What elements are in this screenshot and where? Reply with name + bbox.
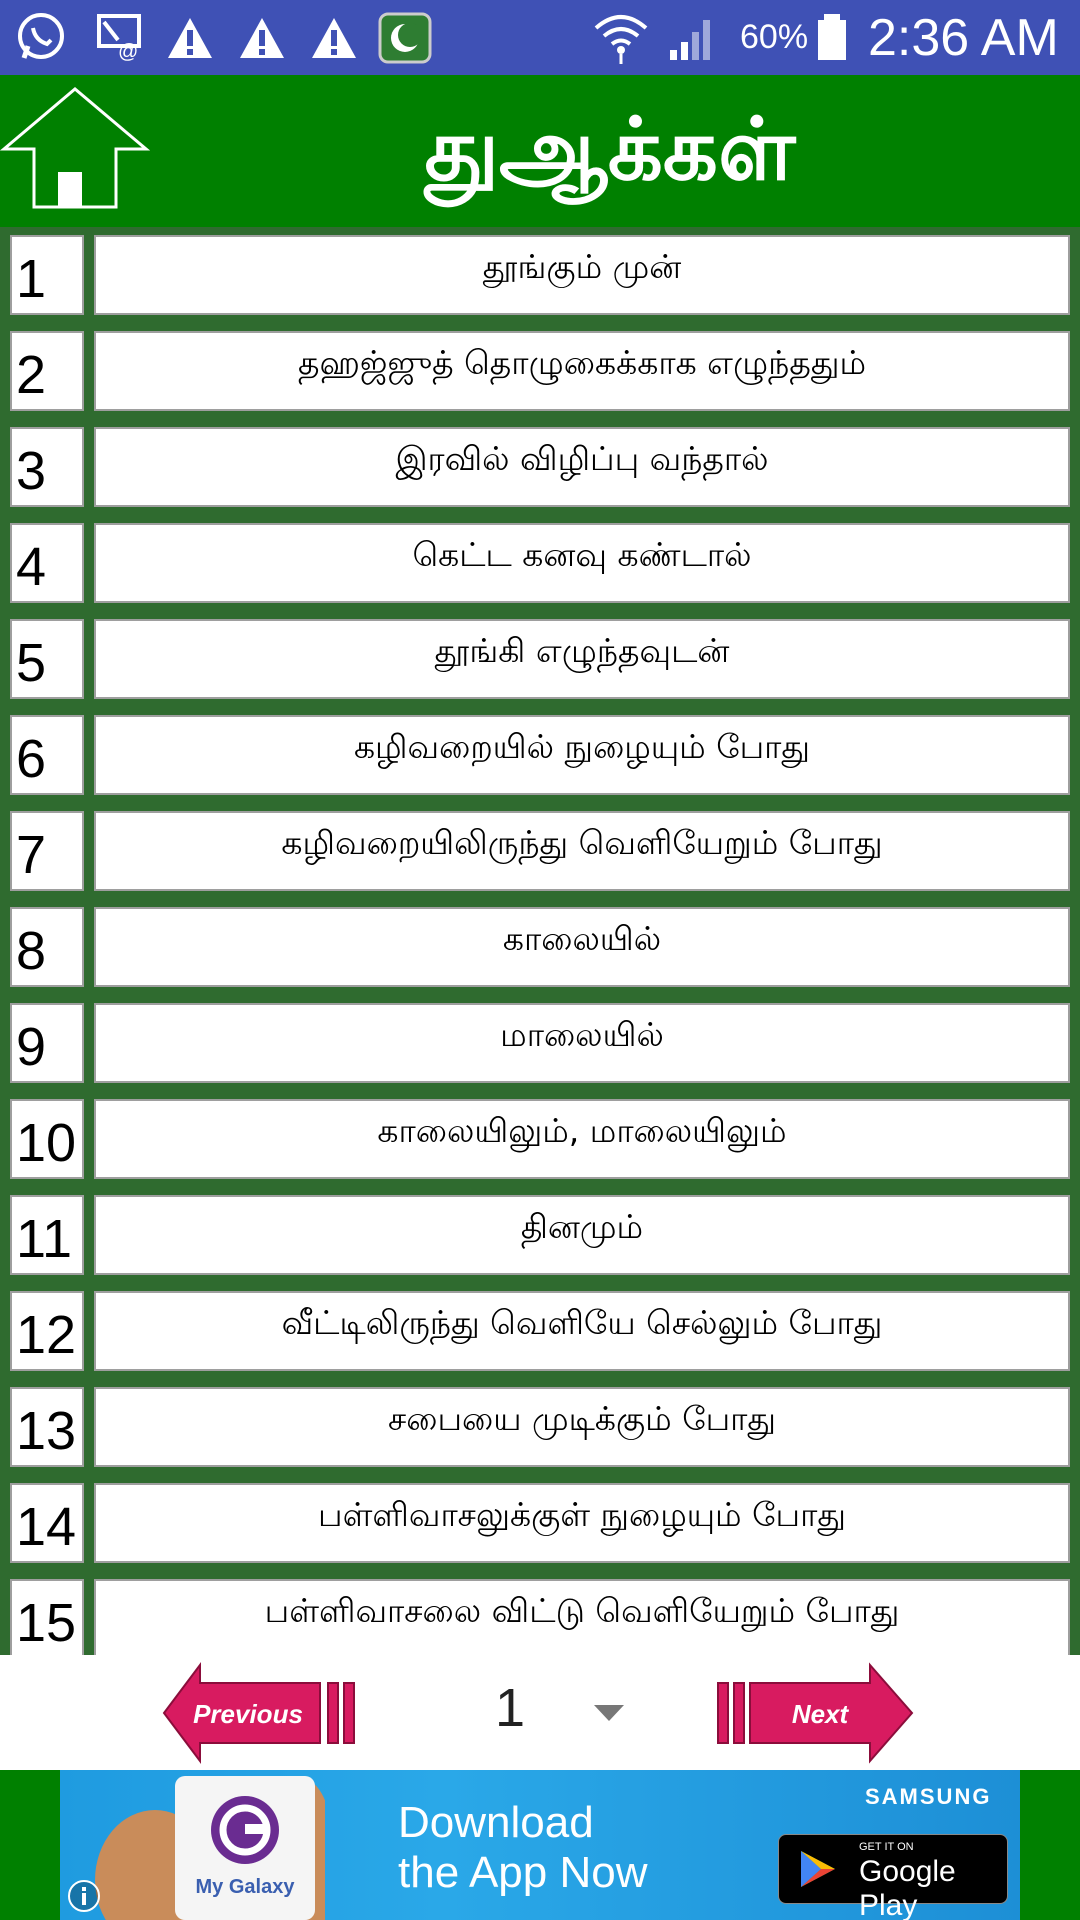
list-item[interactable]	[0, 227, 1080, 323]
ad-headline	[398, 1798, 648, 1898]
list-item-number: 13	[10, 1387, 84, 1467]
app-card-label: My Galaxy	[195, 1876, 295, 1898]
list-item-number: 1	[10, 235, 84, 315]
whatsapp-icon	[14, 10, 68, 64]
previous-label: Previous	[193, 1699, 303, 1729]
list-item-label[interactable]: பள்ளிவாசலை விட்டு வெளியேறும் போது	[94, 1579, 1070, 1655]
next-label: Next	[791, 1699, 849, 1729]
list-item[interactable]	[0, 611, 1080, 707]
warning-icon	[238, 10, 286, 64]
warning-icon	[310, 10, 358, 64]
list-item-label[interactable]: கழிவறையிலிருந்து வெளியேறும் போது	[94, 811, 1070, 891]
list-item[interactable]	[0, 899, 1080, 995]
previous-button[interactable]	[160, 1661, 365, 1765]
info-icon[interactable]	[66, 1878, 102, 1914]
page-title: துஆக்கள்	[424, 100, 796, 200]
status-bar	[0, 0, 1080, 75]
list-item-label[interactable]: மாலையில்	[94, 1003, 1070, 1083]
ad-headline-line2: the App Now	[398, 1848, 648, 1897]
list-item-number: 14	[10, 1483, 84, 1563]
list-item-number: 4	[10, 523, 84, 603]
list-item-label[interactable]: தினமும்	[94, 1195, 1070, 1275]
list-item-number: 5	[10, 619, 84, 699]
list-item-number: 12	[10, 1291, 84, 1371]
list-item-label[interactable]: கழிவறையில் நுழையும் போது	[94, 715, 1070, 795]
list-item-label[interactable]: தூங்கும் முன்	[94, 235, 1070, 315]
ad-brand: SAMSUNG	[865, 1784, 992, 1809]
battery-icon	[814, 10, 850, 64]
list-item-label[interactable]: இரவில் விழிப்பு வந்தால்	[94, 427, 1070, 507]
list-item-label[interactable]: தஹஜ்ஜுத் தொழுகைக்காக எழுந்ததும்	[94, 331, 1070, 411]
list-item[interactable]	[0, 1283, 1080, 1379]
list-item-label[interactable]: காலையில்	[94, 907, 1070, 987]
next-button[interactable]	[710, 1661, 915, 1765]
app-header	[0, 75, 1080, 227]
list-item-number: 3	[10, 427, 84, 507]
wifi-icon	[592, 10, 650, 64]
list-item-number: 10	[10, 1099, 84, 1179]
list-item-number: 8	[10, 907, 84, 987]
battery-percent: 60%	[740, 18, 809, 56]
islamic-app-icon	[378, 10, 432, 64]
ad-container	[0, 1770, 1080, 1920]
list-item[interactable]	[0, 803, 1080, 899]
pager	[0, 1655, 1080, 1770]
list-item[interactable]	[0, 995, 1080, 1091]
list-item-number: 15	[10, 1579, 84, 1655]
voicemail-icon	[96, 10, 146, 64]
page-number[interactable]: 1	[495, 1678, 526, 1738]
list-item-number: 6	[10, 715, 84, 795]
list-item-number: 7	[10, 811, 84, 891]
ad-banner[interactable]	[60, 1770, 1020, 1920]
ad-headline-line1: Download	[398, 1798, 594, 1847]
clock: 2:36 AM	[868, 9, 1059, 67]
my-galaxy-logo-icon	[207, 1792, 283, 1868]
badge-big-text: Google Play	[859, 1855, 956, 1920]
badge-small-text: GET IT ON	[859, 1841, 914, 1853]
list-item[interactable]	[0, 323, 1080, 419]
list-item-label[interactable]: தூங்கி எழுந்தவுடன்	[94, 619, 1070, 699]
chevron-down-icon[interactable]	[592, 1701, 626, 1723]
list-item-label[interactable]: கெட்ட கனவு கண்டால்	[94, 523, 1070, 603]
list-item[interactable]	[0, 1571, 1080, 1655]
warning-icon	[166, 10, 214, 64]
list-item[interactable]	[0, 419, 1080, 515]
list-item-number: 2	[10, 331, 84, 411]
list-item-label[interactable]: பள்ளிவாசலுக்குள் நுழையும் போது	[94, 1483, 1070, 1563]
list-item[interactable]	[0, 1379, 1080, 1475]
signal-icon	[668, 10, 718, 64]
svg-text:@: @	[118, 41, 139, 63]
list-item-label[interactable]: காலையிலும், மாலையிலும்	[94, 1099, 1070, 1179]
list-item-label[interactable]: வீட்டிலிருந்து வெளியே செல்லும் போது	[94, 1291, 1070, 1371]
list-item[interactable]	[0, 1475, 1080, 1571]
google-play-badge[interactable]	[778, 1834, 1008, 1920]
list-item-number: 9	[10, 1003, 84, 1083]
list-item[interactable]	[0, 515, 1080, 611]
play-store-icon	[795, 1847, 839, 1891]
list-item[interactable]	[0, 1091, 1080, 1187]
home-icon[interactable]	[0, 87, 150, 212]
list-item-label[interactable]: சபையை முடிக்கும் போது	[94, 1387, 1070, 1467]
list-item[interactable]	[0, 1187, 1080, 1283]
dua-list[interactable]	[0, 227, 1080, 1655]
app-card	[175, 1776, 315, 1920]
list-item-number: 11	[10, 1195, 84, 1275]
list-item[interactable]	[0, 707, 1080, 803]
